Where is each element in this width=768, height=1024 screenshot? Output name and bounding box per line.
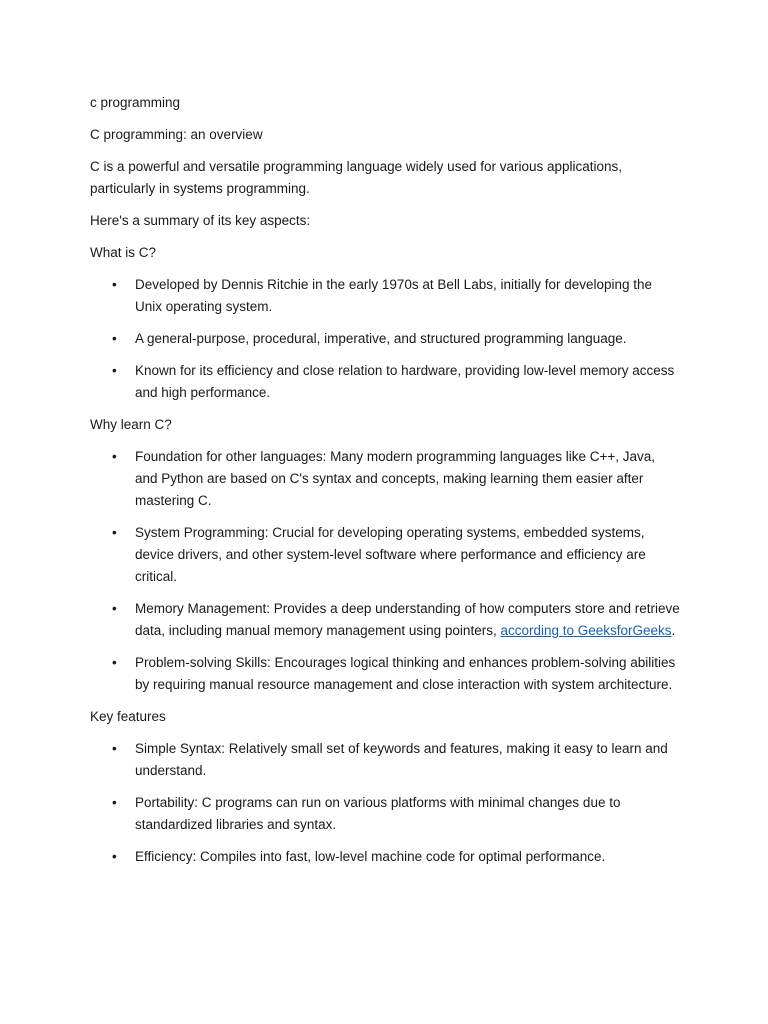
what-list: [90, 274, 680, 404]
section-heading-what: What is C?: [90, 245, 157, 260]
intro-paragraph: C is a powerful and versatile programming language widely used for various applications, particularly in systems programming.: [90, 159, 623, 196]
list-item: • Developed by Dennis Ritchie in the early 1970s at Bell Labs, initially for developing the Unix operating system.: [90, 274, 680, 318]
document-title: c programming: [90, 95, 181, 110]
list-item: • Portability: C programs can run on various platforms with minimal changes due to standardized libraries and syntax.: [90, 792, 680, 836]
list-item: • Foundation for other languages: Many modern programming languages like C++, Java, and Python are based on C's syntax and concepts, making learning them easier after mastering C.: [90, 446, 680, 512]
list-item: • Simple Syntax: Relatively small set of keywords and features, making it easy to learn and understand.: [90, 738, 680, 782]
section-heading-features: Key features: [90, 709, 166, 724]
list-item: • System Programming: Crucial for developing operating systems, embedded systems, device drivers, and other system-level software where performance and efficiency are critical.: [90, 522, 680, 588]
list-item-memory: [90, 598, 680, 642]
list-item: • Problem-solving Skills: Encourages logical thinking and enhances problem-solving abilities by requiring manual resource management and close interaction with system architecture.: [90, 652, 680, 696]
memory-item-suffix: .: [671, 623, 676, 638]
document-subtitle: C programming: an overview: [90, 127, 263, 142]
list-item: • A general-purpose, procedural, imperative, and structured programming language.: [90, 328, 680, 350]
section-heading-why: Why learn C?: [90, 417, 172, 432]
features-list: [90, 738, 680, 868]
list-item: • Efficiency: Compiles into fast, low-level machine code for optimal performance.: [90, 846, 680, 868]
geeksforgeeks-link[interactable]: according to GeeksforGeeks: [500, 623, 672, 638]
why-list: [90, 446, 680, 696]
memory-item-text: Memory Management: Provides a deep understanding of how computers store and retrieve data, including manual memory management using pointers,: [135, 601, 680, 638]
list-item: • Known for its efficiency and close relation to hardware, providing low-level memory access and high performance.: [90, 360, 680, 404]
summary-lead: Here's a summary of its key aspects:: [90, 213, 311, 228]
document-page: [90, 92, 680, 878]
